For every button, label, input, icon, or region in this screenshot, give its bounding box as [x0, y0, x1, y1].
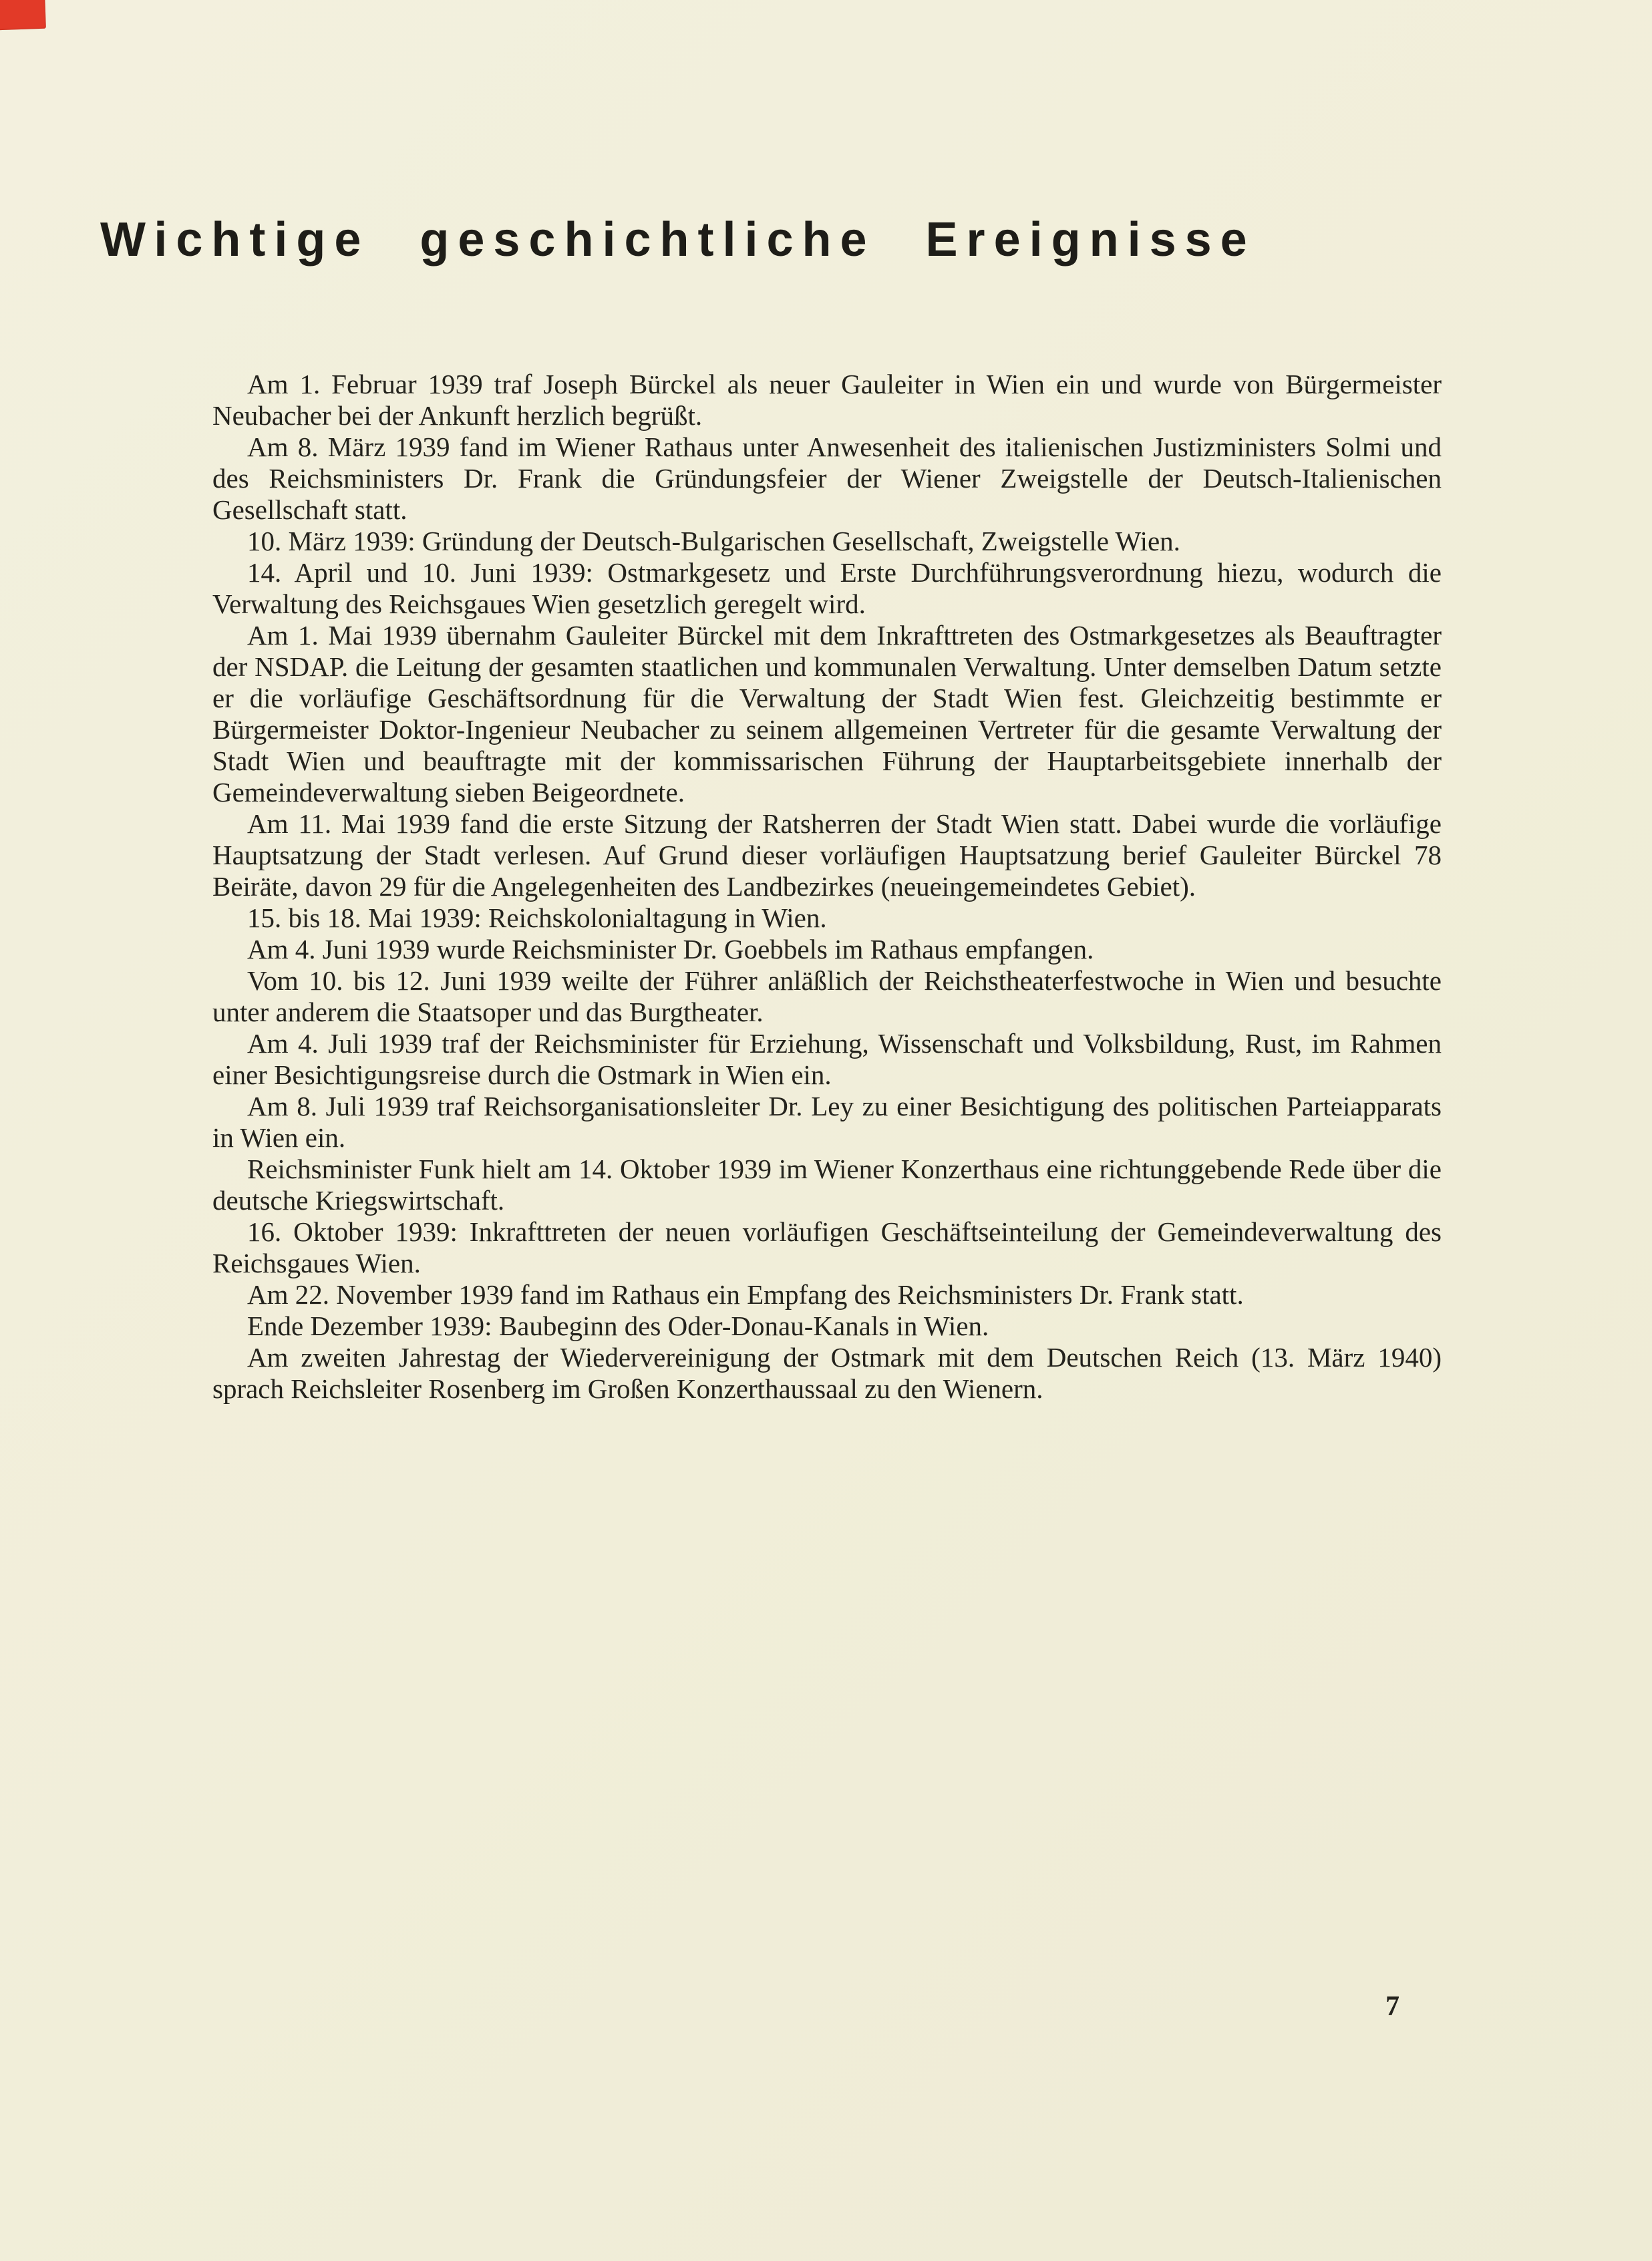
- body-text: [212, 369, 1442, 1405]
- paragraph: Am 8. März 1939 fand im Wiener Rathaus unter Anwesenheit des italienischen Justizministers Solmi und des Reichsministers Dr. Frank die Gründungsfeier der Wiener Zweigstelle der Deutsch-Italienischen Gesellschaft statt.: [212, 431, 1442, 525]
- paragraph: Am 11. Mai 1939 fand die erste Sitzung der Ratsherren der Stadt Wien statt. Dabei wurde die vorläufige Hauptsatzung der Stadt verlesen. Auf Grund dieser vorläufigen Hauptsatzung berief Gauleiter Bürckel 78 Beiräte, davon 29 für die Angelegenheiten des Landbezirkes (neueingemeindetes Gebiet).: [212, 808, 1442, 902]
- paragraph: Am 1. Februar 1939 traf Joseph Bürckel als neuer Gauleiter in Wien ein und wurde von Bürgermeister Neubacher bei der Ankunft herzlich begrüßt.: [212, 369, 1442, 431]
- paragraph: Vom 10. bis 12. Juni 1939 weilte der Führer anläßlich der Reichstheaterfestwoche in Wien und besuchte unter anderem die Staatsoper und das Burgtheater.: [212, 965, 1442, 1027]
- paragraph: Reichsminister Funk hielt am 14. Oktober 1939 im Wiener Konzerthaus eine richtunggebende Rede über die deutsche Kriegswirtschaft.: [212, 1154, 1442, 1216]
- paragraph: 10. März 1939: Gründung der Deutsch-Bulgarischen Gesellschaft, Zweigstelle Wien.: [247, 526, 1180, 556]
- paragraph: 16. Oktober 1939: Inkrafttreten der neuen vorläufigen Geschäftseinteilung der Gemeindeverwaltung des Reichsgaues Wien.: [212, 1216, 1442, 1278]
- paragraph: 15. bis 18. Mai 1939: Reichskolonialtagung in Wien.: [247, 902, 827, 933]
- page-title: Wichtige geschichtliche Ereignisse: [100, 213, 1256, 267]
- paragraph: Am zweiten Jahrestag der Wiedervereinigung der Ostmark mit dem Deutschen Reich (13. März 1940) sprach Reichsleiter Rosenberg im Großen Konzerthaussaal zu den Wienern.: [212, 1342, 1442, 1404]
- paragraph: Am 22. November 1939 fand im Rathaus ein Empfang des Reichsministers Dr. Frank statt.: [247, 1279, 1244, 1310]
- paragraph: Am 1. Mai 1939 übernahm Gauleiter Bürckel mit dem Inkrafttreten des Ostmarkgesetzes als Beauftragter der NSDAP. die Leitung der gesamten staatlichen und kommunalen Verwaltung. Unter demselben Datum setzte er die vorläufige Geschäftsordnung für die Verwaltung der Stadt Wien fest. Gleichzeitig bestimmte er Bürgermeister Doktor-Ingenieur Neubacher zu seinem allgemeinen Vertreter für die gesamte Verwaltung der Stadt Wien und beauftragte mit der kommissarischen Führung der Hauptarbeitsgebiete innerhalb der Gemeindeverwaltung sieben Beigeordnete.: [212, 620, 1442, 808]
- paragraph: Am 8. Juli 1939 traf Reichsorganisationsleiter Dr. Ley zu einer Besichtigung des politischen Parteiapparats in Wien ein.: [212, 1091, 1442, 1153]
- page-number: 7: [1385, 1991, 1399, 2022]
- red-corner-mark: [0, 0, 46, 30]
- paragraph: 14. April und 10. Juni 1939: Ostmarkgesetz und Erste Durchführungsverordnung hiezu, wodurch die Verwaltung des Reichsgaues Wien gesetzlich geregelt wird.: [212, 557, 1442, 619]
- paragraph: Am 4. Juli 1939 traf der Reichsminister für Erziehung, Wissenschaft und Volksbildung, Rust, im Rahmen einer Besichtigungsreise durch die Ostmark in Wien ein.: [212, 1028, 1442, 1090]
- paragraph: Am 4. Juni 1939 wurde Reichsminister Dr. Goebbels im Rathaus empfangen.: [247, 934, 1094, 965]
- paragraph: Ende Dezember 1939: Baubeginn des Oder-Donau-Kanals in Wien.: [247, 1311, 989, 1341]
